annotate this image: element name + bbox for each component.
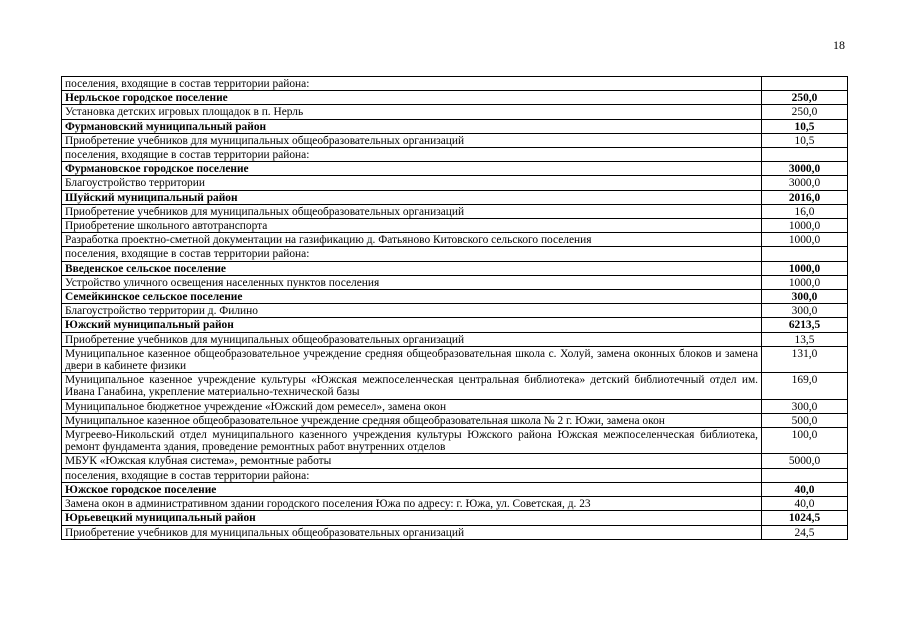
table-row <box>62 525 848 539</box>
row-amount: 2016,0 <box>762 190 848 204</box>
table-row-section <box>62 91 848 105</box>
table-row <box>62 413 848 427</box>
table-row-section <box>62 318 848 332</box>
row-description: Шуйский муниципальный район <box>62 190 762 204</box>
row-amount: 250,0 <box>762 91 848 105</box>
row-description: Муниципальное казенное общеобразовательное учреждение средняя общеобразовательная школа № 2 г. Южи, замена окон <box>62 413 762 427</box>
row-amount <box>762 247 848 261</box>
row-description: Фурмановское городское поселение <box>62 162 762 176</box>
row-description: Разработка проектно-сметной документации на газификацию д. Фатьяново Китовского сельского поселения <box>62 233 762 247</box>
row-description: Юрьевецкий муниципальный район <box>62 511 762 525</box>
table-row <box>62 219 848 233</box>
table-row <box>62 233 848 247</box>
row-description: поселения, входящие в состав территории района: <box>62 247 762 261</box>
row-description: Замена окон в административном здании городского поселения Южа по адресу: г. Южа, ул. Советская, д. 23 <box>62 497 762 511</box>
table-row-section <box>62 290 848 304</box>
row-description: Фурмановский муниципальный район <box>62 119 762 133</box>
table-row-section <box>62 261 848 275</box>
row-amount: 3000,0 <box>762 162 848 176</box>
table-row <box>62 247 848 261</box>
row-description: Приобретение школьного автотранспорта <box>62 219 762 233</box>
table-row-section <box>62 511 848 525</box>
row-description: Нерльское городское поселение <box>62 91 762 105</box>
row-description: МБУК «Южская клубная система», ремонтные работы <box>62 454 762 468</box>
table-row-section <box>62 119 848 133</box>
row-amount: 1024,5 <box>762 511 848 525</box>
row-description: Южское городское поселение <box>62 482 762 496</box>
table-row <box>62 133 848 147</box>
table-row <box>62 399 848 413</box>
row-description: Приобретение учебников для муниципальных общеобразовательных организаций <box>62 525 762 539</box>
allocation-table <box>61 76 848 540</box>
row-description: Благоустройство территории <box>62 176 762 190</box>
row-amount: 1000,0 <box>762 219 848 233</box>
table-row <box>62 148 848 162</box>
row-amount: 3000,0 <box>762 176 848 190</box>
row-description: Семейкинское сельское поселение <box>62 290 762 304</box>
row-description: Мугреево-Никольский отдел муниципального казенного учреждения культуры Южского района Южская межпоселенческая библиотека, ремонт фундамента здания, проведение ремонтных работ внутренних отделов <box>62 428 762 454</box>
row-description: поселения, входящие в состав территории района: <box>62 148 762 162</box>
page-number: 18 <box>833 38 845 52</box>
row-description: Приобретение учебников для муниципальных общеобразовательных организаций <box>62 332 762 346</box>
row-amount: 1000,0 <box>762 233 848 247</box>
allocation-table-body <box>62 77 848 540</box>
table-row <box>62 346 848 372</box>
row-amount: 100,0 <box>762 428 848 454</box>
row-amount: 500,0 <box>762 413 848 427</box>
table-row <box>62 176 848 190</box>
table-row <box>62 497 848 511</box>
row-amount: 5000,0 <box>762 454 848 468</box>
row-description: Муниципальное казенное учреждение культуры «Южская межпоселенческая центральная библиотека» детский библиотечный отдел им. Ивана Ганабина, укрепление материально-технической базы <box>62 373 762 399</box>
row-amount: 300,0 <box>762 290 848 304</box>
row-description: поселения, входящие в состав территории района: <box>62 77 762 91</box>
table-row <box>62 454 848 468</box>
row-description: Устройство уличного освещения населенных пунктов поселения <box>62 275 762 289</box>
row-amount <box>762 468 848 482</box>
row-amount: 250,0 <box>762 105 848 119</box>
table-row-section <box>62 482 848 496</box>
table-row <box>62 105 848 119</box>
row-amount: 300,0 <box>762 304 848 318</box>
row-description: Приобретение учебников для муниципальных общеобразовательных организаций <box>62 204 762 218</box>
table-row <box>62 204 848 218</box>
row-amount: 300,0 <box>762 399 848 413</box>
row-amount <box>762 148 848 162</box>
row-amount <box>762 77 848 91</box>
row-amount: 6213,5 <box>762 318 848 332</box>
table-row <box>62 468 848 482</box>
row-description: Муниципальное бюджетное учреждение «Южский дом ремесел», замена окон <box>62 399 762 413</box>
table-row <box>62 77 848 91</box>
row-description: Приобретение учебников для муниципальных общеобразовательных организаций <box>62 133 762 147</box>
table-row <box>62 332 848 346</box>
row-amount: 40,0 <box>762 497 848 511</box>
row-description: Южский муниципальный район <box>62 318 762 332</box>
row-description: Введенское сельское поселение <box>62 261 762 275</box>
row-amount: 24,5 <box>762 525 848 539</box>
row-description: Благоустройство территории д. Филино <box>62 304 762 318</box>
row-description: поселения, входящие в состав территории района: <box>62 468 762 482</box>
row-amount: 1000,0 <box>762 275 848 289</box>
row-amount: 169,0 <box>762 373 848 399</box>
row-amount: 16,0 <box>762 204 848 218</box>
row-description: Установка детских игровых площадок в п. Нерль <box>62 105 762 119</box>
table-row <box>62 275 848 289</box>
table-row-section <box>62 162 848 176</box>
row-amount: 131,0 <box>762 346 848 372</box>
row-description: Муниципальное казенное общеобразовательное учреждение средняя общеобразовательная школа с. Холуй, замена оконных блоков и замена двери в кабинете физики <box>62 346 762 372</box>
table-row <box>62 428 848 454</box>
row-amount: 13,5 <box>762 332 848 346</box>
row-amount: 10,5 <box>762 119 848 133</box>
row-amount: 1000,0 <box>762 261 848 275</box>
table-row <box>62 304 848 318</box>
row-amount: 10,5 <box>762 133 848 147</box>
table-row-section <box>62 190 848 204</box>
table-row <box>62 373 848 399</box>
row-amount: 40,0 <box>762 482 848 496</box>
